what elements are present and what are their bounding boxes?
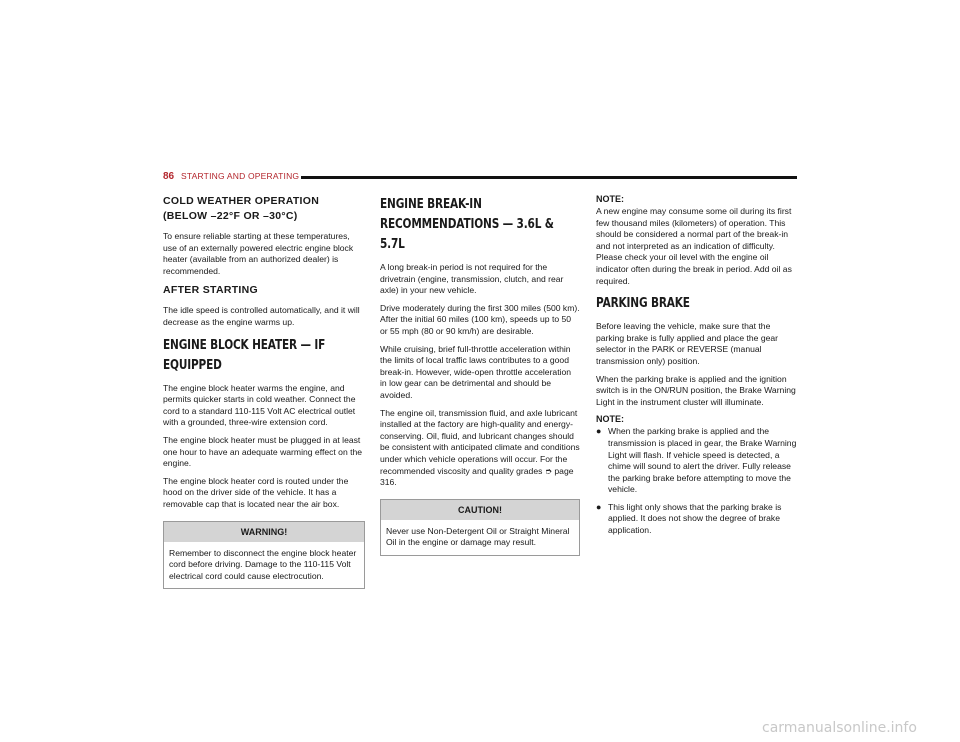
header-rule xyxy=(301,176,797,179)
list-item xyxy=(596,426,798,496)
after-starting-paragraph: The idle speed is controlled automatically, and it will decrease as the engine warms up. xyxy=(163,305,360,327)
page-ref-arrow-icon: ➮ xyxy=(544,465,553,476)
column-right xyxy=(596,194,798,543)
warning-title: WARNING! xyxy=(164,522,364,542)
column-left xyxy=(163,194,365,589)
break-in-paragraph-1: A long break-in period is not required for the drivetrain (engine, transmission, clutch, and rear axle) in your new vehicle. xyxy=(380,262,564,296)
block-heater-paragraph-2: The engine block heater must be plugged in at least one hour to have an adequate warming effect on the engine. xyxy=(163,434,363,469)
page-header xyxy=(163,171,797,185)
cold-weather-heading-line2: (BELOW –22°F OR –30°C) xyxy=(163,210,298,222)
note-bullet-list xyxy=(596,426,798,536)
list-item xyxy=(596,502,798,537)
column-middle xyxy=(380,194,580,556)
block-heater-heading: ENGINE BLOCK HEATER — IF EQUIPPED xyxy=(163,336,326,373)
bullet-icon: ● xyxy=(596,426,602,437)
parking-brake-paragraph-2: When the parking brake is applied and the ignition switch is in the ON/RUN position, the Brake Warning Light in the instrument cluster will illuminate. xyxy=(596,373,796,407)
break-in-paragraph-2: Drive moderately during the first 300 miles (500 km). After the initial 60 miles (100 km), speeds up to 50 or 55 mph (80 or 90 km/h) are desirable. xyxy=(380,302,580,336)
after-starting-heading: AFTER STARTING xyxy=(163,284,258,297)
block-heater-paragraph-1: The engine block heater warms the engine, and permits quicker starts in cold weather. Connect the cord to a standard 110-115 Volt AC electrical outlet with a grounded, three-wire extension cord. xyxy=(163,382,356,428)
break-in-paragraph-3: While cruising, brief full-throttle acceleration within the limits of local traffic laws contributes to a good break-in. However, wide-open throttle acceleration in low gear can be detrimental and should be avoided. xyxy=(380,343,572,400)
bullet-icon: ● xyxy=(596,501,602,512)
parking-brake-heading: PARKING BRAKE xyxy=(596,295,690,312)
watermark: carmanualsonline.info xyxy=(762,720,917,736)
warning-box xyxy=(163,521,365,590)
cold-weather-heading xyxy=(163,194,365,224)
page-ref-link[interactable]: page 316. xyxy=(380,465,574,488)
list-item-text: When the parking brake is applied and the transmission is placed in gear, the Brake Warning Light will flash. If vehicle speed is detected, a chime will sound to alert the driver. Fully release the parking brake before attempting to move the vehicle. xyxy=(608,426,797,495)
section-title: STARTING AND OPERATING xyxy=(181,171,300,181)
caution-text: Never use Non-Detergent Oil or Straight Mineral Oil in the engine or damage may result. xyxy=(386,525,570,548)
note-label-2: NOTE: xyxy=(596,414,624,425)
warning-text: Remember to disconnect the engine block heater cord before driving. Damage to the 110-115 Volt electrical cord could cause electrocution. xyxy=(169,547,357,581)
parking-brake-paragraph-1: Before leaving the vehicle, make sure that the parking brake is fully applied and place the gear selector in the PARK or REVERSE (manual transmission only) position. xyxy=(596,321,779,366)
cold-weather-heading-line1: COLD WEATHER OPERATION xyxy=(163,195,320,207)
caution-title: CAUTION! xyxy=(381,500,579,520)
note-label-1: NOTE: xyxy=(596,194,624,204)
list-item-text: This light only shows that the parking brake is applied. It does not show the degree of brake application. xyxy=(608,501,782,536)
block-heater-paragraph-3: The engine block heater cord is routed under the hood on the driver side of the vehicle. It has a removable cap that is located near the air box. xyxy=(163,475,349,509)
cold-weather-paragraph: To ensure reliable starting at these temperatures, use of an externally powered electric engine block heater (available from an authorized dealer) is recommended. xyxy=(163,231,354,276)
break-in-paragraph-4-text: The engine oil, transmission fluid, and axle lubricant installed at the factory are high-quality and energy-conserving. Oil, fluid, and lubricant changes should be consistent with anticipated climate and conditions under which vehicle operations will occur. For the recommended viscosity and quality grades xyxy=(380,407,580,476)
caution-box xyxy=(380,499,580,556)
page-number: 86 xyxy=(163,171,175,182)
break-in-heading: ENGINE BREAK-IN RECOMMENDATIONS — 3.6L & 5.7L xyxy=(380,196,554,252)
note-text-1: A new engine may consume some oil during its first few thousand miles (kilometers) of operation. This should be considered a normal part of the break-in and not interpreted as an indication of difficulty. Please check your oil level with the engine oil indicator often during the break in period. Add oil as required. xyxy=(596,206,792,286)
break-in-paragraph-4 xyxy=(380,408,580,489)
